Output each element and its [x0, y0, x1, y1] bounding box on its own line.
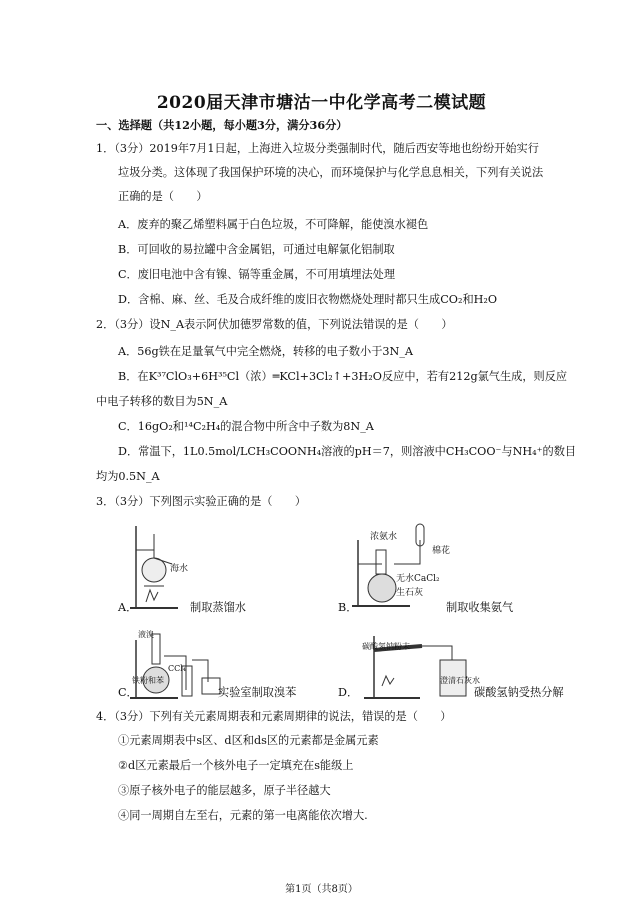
- figure-a-label: 海水: [170, 564, 189, 574]
- q3-option-d-letter: D．: [338, 686, 359, 699]
- q1-stem-line1: 1．（3分）2019年7月1日起，上海进入垃圾分类强制时代，随后西安等地也纷纷开始实行: [96, 142, 539, 155]
- q1-stem-line3: 正确的是（ ）: [118, 190, 208, 203]
- q1-stem-line2: 垃圾分类。这体现了我国保护环境的决心，而环境保护与化学息息相关，下列有关说法: [118, 166, 544, 179]
- q2-option-b-line2: 中电子转移的数目为5N_A: [96, 395, 228, 408]
- page-footer: 第1页（共8页）: [285, 884, 358, 895]
- figure-b-label-4: 生石灰: [396, 588, 424, 598]
- q2-option-a: A．56g铁在足量氧气中完全燃烧，转移的电子数小于3N_A: [118, 345, 413, 358]
- q1-option-d: D．含棉、麻、丝、毛及合成纤维的废旧衣物燃烧处理时都只生成CO₂和H₂O: [118, 293, 498, 306]
- figure-d-label-2: 澄清石灰水: [440, 676, 480, 685]
- section-heading: 一、选择题（共12小题，每小题3分，满分36分）: [96, 118, 348, 132]
- figure-b-label-2: 棉花: [432, 546, 451, 556]
- figure-c-label-2: 铁粉和苯: [132, 676, 164, 685]
- q3-option-c-caption: 实验室制取溴苯: [218, 686, 297, 699]
- q4-statement-2: ②d区元素最后一个核外电子一定填充在s能级上: [118, 759, 354, 772]
- figure-b-label-1: 浓氨水: [370, 532, 398, 542]
- q3-option-d-caption: 碳酸氢钠受热分解: [474, 686, 564, 699]
- q1-option-b: B．可回收的易拉罐中含金属铝，可通过电解氯化铝制取: [118, 243, 395, 256]
- q2-option-c: C．16gO₂和¹⁴C₂H₄的混合物中所含中子数为8N_A: [118, 420, 374, 433]
- q2-option-b-line1: B．在K³⁷ClO₃+6H³⁵Cl（浓）═KCl+3Cl₂↑+3H₂O反应中，若有212g氯气生成，则反应: [118, 370, 568, 383]
- q4-statement-3: ③原子核外电子的能层越多，原子半径越大: [118, 784, 331, 797]
- figure-c-label-3: CCl₄: [168, 664, 187, 673]
- q3-option-b-caption: 制取收集氨气: [446, 601, 514, 614]
- q3-option-b-letter: B．: [338, 601, 358, 614]
- page-title: 2020届天津市塘沽一中化学高考二模试题: [156, 93, 487, 113]
- q2-option-d-line2: 均为0.5N_A: [96, 470, 160, 483]
- figure-b-label-3: 无水CaCl₂: [396, 574, 440, 584]
- q3-option-c-letter: C．: [118, 686, 138, 699]
- figure-d-label-1: 碳酸氢钠粉末: [362, 642, 410, 651]
- q2-stem: 2．（3分）设N_A表示阿伏加德罗常数的值，下列说法错误的是（ ）: [96, 318, 453, 331]
- q3-option-a-letter: A．: [118, 601, 138, 614]
- q4-stem: 4．（3分）下列有关元素周期表和元素周期律的说法，错误的是（ ）: [96, 710, 452, 723]
- q4-statement-4: ④同一周期自左至右，元素的第一电离能依次增大.: [118, 809, 368, 822]
- q1-option-a: A．废弃的聚乙烯塑料属于白色垃圾，不可降解，能使溴水褪色: [118, 218, 429, 231]
- q4-statement-1: ①元素周期表中s区、d区和ds区的元素都是金属元素: [118, 734, 379, 747]
- q3-option-a-caption: 制取蒸馏水: [190, 601, 246, 614]
- q1-option-c: C．废旧电池中含有镍、镉等重金属，不可用填埋法处理: [118, 268, 396, 281]
- q3-stem: 3．（3分）下列图示实验正确的是（ ）: [96, 495, 307, 508]
- q2-option-d-line1: D．常温下，1L0.5mol/LCH₃COONH₄溶液的pH＝7，则溶液中CH₃COO⁻与NH₄⁺的数目: [118, 445, 577, 458]
- figure-c-label-1: 液溴: [138, 630, 154, 639]
- figure-d-sodium-bicarbonate: [360, 626, 470, 702]
